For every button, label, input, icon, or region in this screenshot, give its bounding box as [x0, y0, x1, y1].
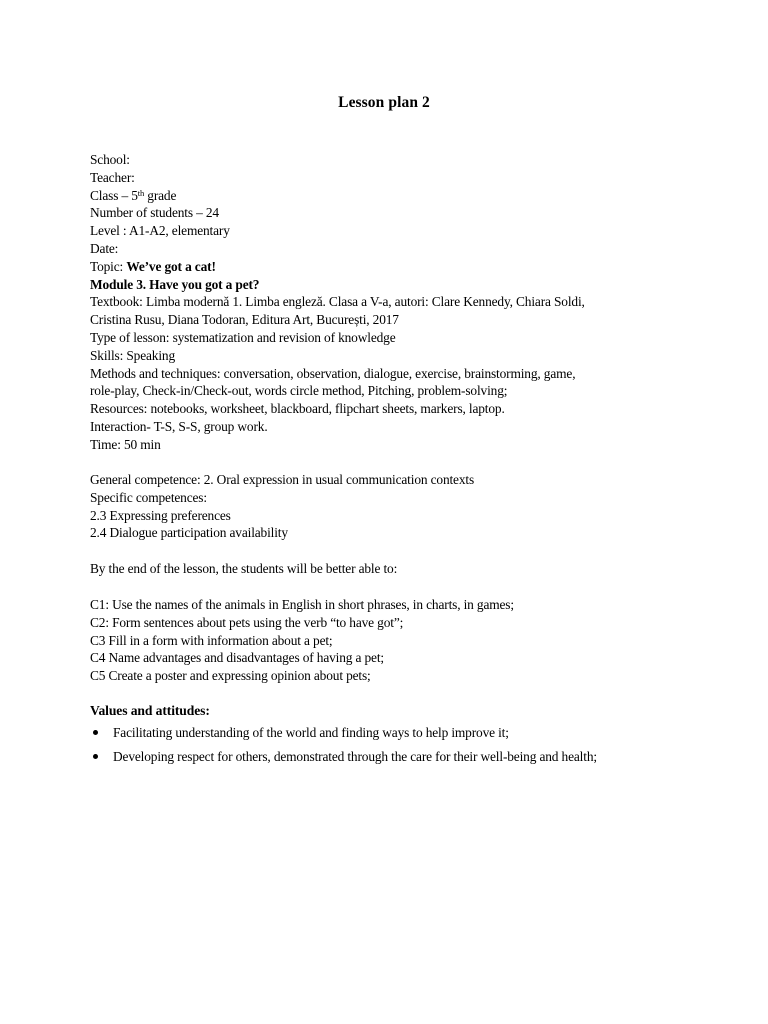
- values-list: [90, 724, 730, 772]
- date-line: Date:: [90, 240, 119, 256]
- module-line: Module 3. Have you got a pet?: [90, 276, 260, 292]
- values-item-text: Facilitating understanding of the world and finding ways to help improve it;: [113, 725, 509, 740]
- time-line: Time: 50 min: [90, 436, 161, 452]
- class-prefix: Class – 5: [90, 187, 138, 203]
- values-list-item: [90, 724, 730, 748]
- page-title: Lesson plan 2: [338, 94, 430, 111]
- objective-item: C5 Create a poster and expressing opinion about pets;: [90, 668, 371, 684]
- bullet-icon: [93, 730, 98, 735]
- resources-line: Resources: notebooks, worksheet, blackboard, flipchart sheets, markers, laptop.: [90, 401, 505, 417]
- topic-label: Topic:: [90, 258, 127, 274]
- interaction-line: Interaction- T-S, S-S, group work.: [90, 418, 268, 434]
- textbook-line-2: Cristina Rusu, Diana Todoran, Editura Art, București, 2017: [90, 312, 399, 328]
- objective-item: C1: Use the names of the animals in English in short phrases, in charts, in games;: [90, 597, 514, 612]
- skills-line: Skills: Speaking: [90, 347, 176, 363]
- bullet-icon: [93, 754, 98, 759]
- school-line: School:: [90, 152, 130, 167]
- values-list-item: [90, 748, 730, 772]
- class-superscript: th: [137, 187, 145, 198]
- specific-competences-heading: Specific competences:: [90, 489, 207, 505]
- specific-competence-item: 2.4 Dialogue participation availability: [90, 525, 288, 541]
- specific-competence-item: 2.3 Expressing preferences: [90, 507, 231, 523]
- topic-line: [90, 258, 690, 276]
- competences-section: [90, 471, 690, 542]
- values-item-text: Developing respect for others, demonstrated through the care for their well-being and health;: [113, 749, 597, 764]
- objectives-list: [90, 596, 690, 685]
- objective-item: C2: Form sentences about pets using the verb “to have got”;: [90, 614, 404, 630]
- objective-item: C3 Fill in a form with information about a pet;: [90, 632, 333, 648]
- general-competence: General competence: 2. Oral expression in usual communication contexts: [90, 472, 475, 487]
- methods-line-1: Methods and techniques: conversation, observation, dialogue, exercise, brainstorming, game,: [90, 365, 576, 381]
- objective-item: C4 Name advantages and disadvantages of having a pet;: [90, 650, 384, 666]
- class-line: [90, 187, 690, 205]
- methods-line-2: role-play, Check-in/Check-out, words circle method, Pitching, problem-solving;: [90, 383, 508, 399]
- level-line: Level : A1-A2, elementary: [90, 223, 230, 239]
- lesson-info: [90, 151, 690, 454]
- objectives-intro: [90, 560, 690, 578]
- topic-value: We’ve got a cat!: [126, 258, 216, 274]
- textbook-line-1: Textbook: Limba modernă 1. Limba engleză. Clasa a V-a, autori: Clare Kennedy, Chiara Soldi,: [90, 294, 585, 310]
- teacher-line: Teacher:: [90, 169, 135, 185]
- objectives-intro-text: By the end of the lesson, the students will be better able to:: [90, 561, 398, 576]
- class-suffix: grade: [144, 187, 177, 203]
- students-line: Number of students – 24: [90, 205, 219, 221]
- lesson-type-line: Type of lesson: systematization and revision of knowledge: [90, 329, 396, 345]
- values-heading: Values and attitudes:: [90, 703, 210, 718]
